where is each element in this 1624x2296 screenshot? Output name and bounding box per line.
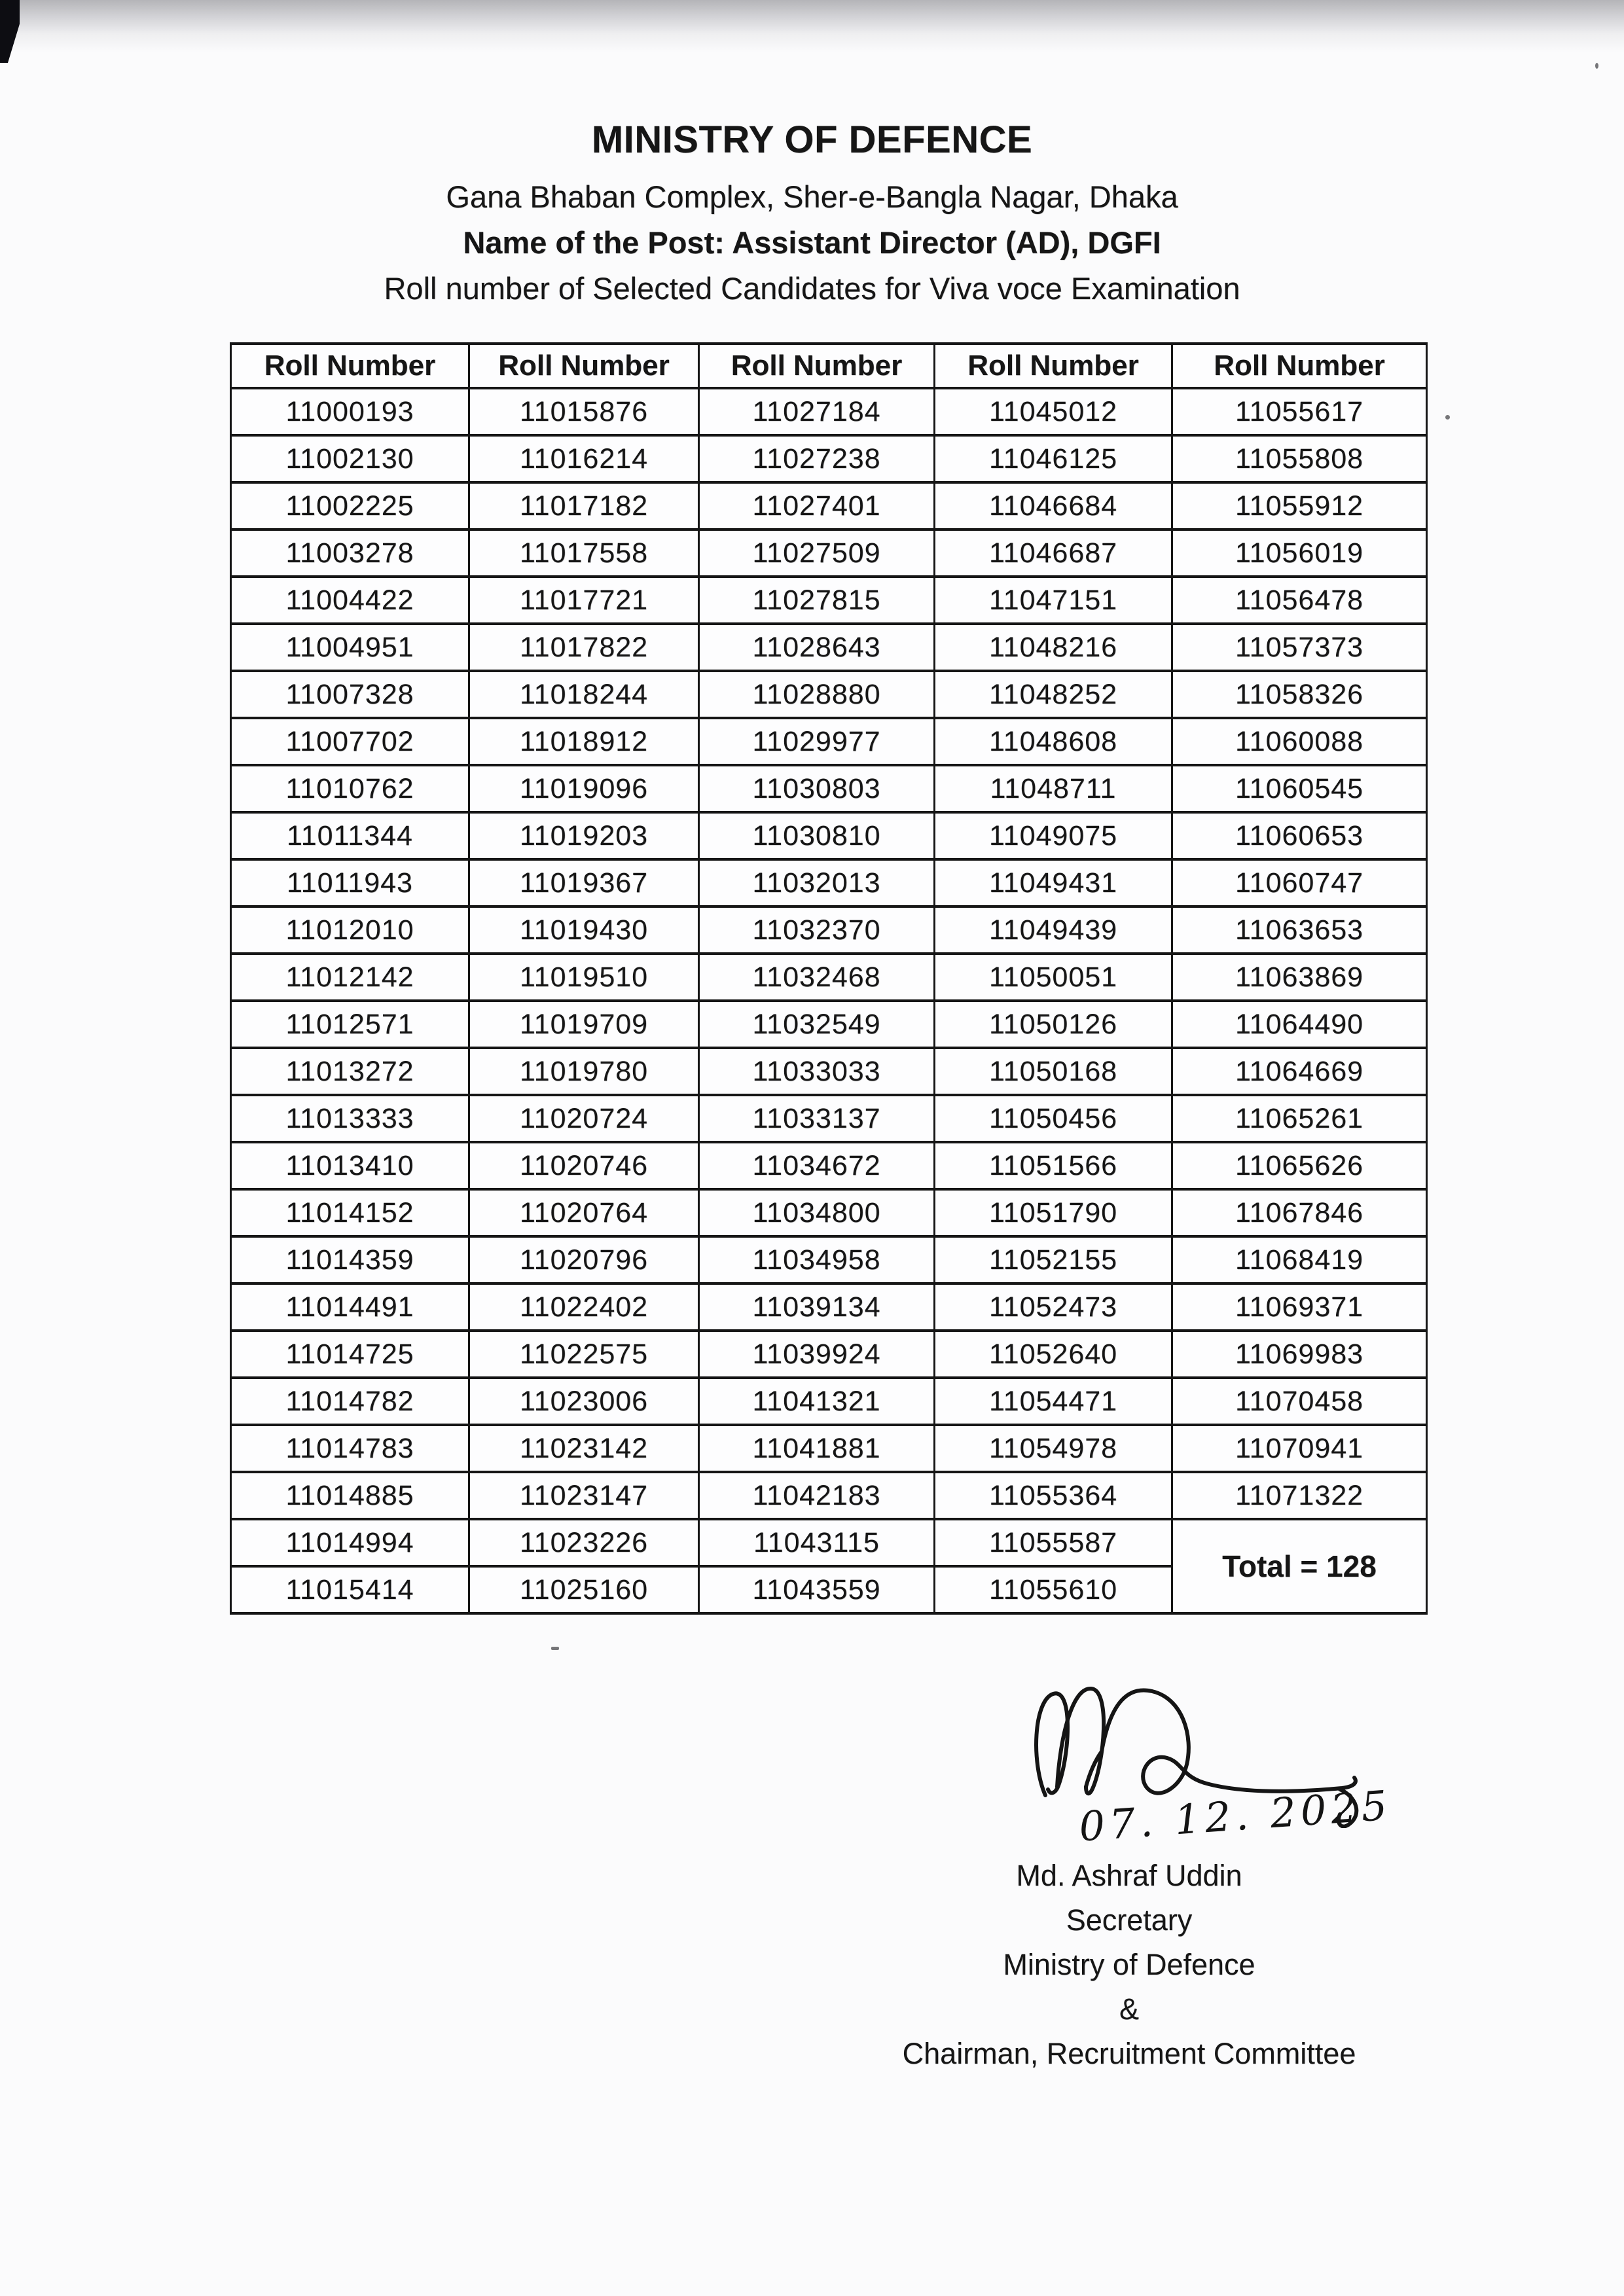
roll-cell: 11033033	[699, 1048, 935, 1095]
table-row	[231, 718, 1427, 765]
roll-cell: 11070941	[1172, 1425, 1427, 1472]
table-row	[231, 765, 1427, 812]
roll-cell: 11027238	[699, 435, 935, 482]
roll-cell: 11064669	[1172, 1048, 1427, 1095]
roll-cell: 11019367	[469, 859, 699, 906]
roll-cell: 11063653	[1172, 906, 1427, 954]
roll-cell: 11060653	[1172, 812, 1427, 859]
roll-cell: 11057373	[1172, 624, 1427, 671]
roll-cell: 11019709	[469, 1001, 699, 1048]
roll-cell: 11047151	[935, 577, 1172, 624]
roll-cell: 11055610	[935, 1566, 1172, 1613]
roll-cell: 11025160	[469, 1566, 699, 1613]
roll-cell: 11014491	[231, 1283, 469, 1331]
roll-cell: 11034958	[699, 1236, 935, 1283]
roll-cell: 11032468	[699, 954, 935, 1001]
table-row	[231, 1378, 1427, 1425]
roll-cell: 11055617	[1172, 388, 1427, 435]
table-row	[231, 1142, 1427, 1189]
roll-cell: 11023006	[469, 1378, 699, 1425]
roll-cell: 11048252	[935, 671, 1172, 718]
table-row	[231, 1095, 1427, 1142]
table-row	[231, 812, 1427, 859]
table-row	[231, 435, 1427, 482]
roll-cell: 11049431	[935, 859, 1172, 906]
column-header: Roll Number	[1172, 344, 1427, 388]
column-header: Roll Number	[699, 344, 935, 388]
roll-cell: 11002225	[231, 482, 469, 529]
post-name-line: Name of the Post: Assistant Director (AD), DGFI	[463, 225, 1161, 260]
roll-cell: 11069371	[1172, 1283, 1427, 1331]
roll-cell: 11055587	[935, 1519, 1172, 1566]
roll-cell: 11013410	[231, 1142, 469, 1189]
roll-cell: 11027401	[699, 482, 935, 529]
roll-cell: 11041881	[699, 1425, 935, 1472]
scan-speck	[551, 1647, 559, 1650]
roll-cell: 11014782	[231, 1378, 469, 1425]
roll-cell: 11051790	[935, 1189, 1172, 1236]
roll-cell: 11017182	[469, 482, 699, 529]
roll-cell: 11033137	[699, 1095, 935, 1142]
table-row	[231, 482, 1427, 529]
roll-cell: 11012142	[231, 954, 469, 1001]
roll-cell: 11034672	[699, 1142, 935, 1189]
roll-cell: 11013272	[231, 1048, 469, 1095]
roll-cell: 11043559	[699, 1566, 935, 1613]
roll-cell: 11041321	[699, 1378, 935, 1425]
roll-cell: 11018244	[469, 671, 699, 718]
roll-cell: 11027184	[699, 388, 935, 435]
roll-cell: 11023226	[469, 1519, 699, 1566]
roll-cell: 11043115	[699, 1519, 935, 1566]
roll-cell: 11017558	[469, 529, 699, 577]
scan-speck	[1595, 63, 1598, 69]
roll-cell: 11012010	[231, 906, 469, 954]
roll-cell: 11048216	[935, 624, 1172, 671]
total-cell: Total = 128	[1172, 1519, 1427, 1613]
roll-cell: 11015414	[231, 1566, 469, 1613]
roll-cell: 11015876	[469, 388, 699, 435]
roll-cell: 11046125	[935, 435, 1172, 482]
roll-cell: 11048608	[935, 718, 1172, 765]
roll-cell: 11032370	[699, 906, 935, 954]
roll-cell: 11067846	[1172, 1189, 1427, 1236]
roll-cell: 11023147	[469, 1472, 699, 1519]
column-header: Roll Number	[469, 344, 699, 388]
roll-cell: 11023142	[469, 1425, 699, 1472]
table-row	[231, 1331, 1427, 1378]
roll-cell: 11014725	[231, 1331, 469, 1378]
roll-cell: 11068419	[1172, 1236, 1427, 1283]
roll-cell: 11030803	[699, 765, 935, 812]
signer-name: Md. Ashraf Uddin	[1016, 1859, 1242, 1892]
roll-cell: 11056478	[1172, 577, 1427, 624]
scan-speck	[1445, 415, 1450, 420]
table-row	[231, 671, 1427, 718]
table-row	[231, 624, 1427, 671]
roll-cell: 11010762	[231, 765, 469, 812]
table-row	[231, 1048, 1427, 1095]
roll-cell: 11060747	[1172, 859, 1427, 906]
table-row	[231, 1425, 1427, 1472]
roll-cell: 11020724	[469, 1095, 699, 1142]
roll-cell: 11045012	[935, 388, 1172, 435]
roll-cell: 11065261	[1172, 1095, 1427, 1142]
signer-ampersand: &	[1119, 1992, 1139, 2026]
table-row	[231, 529, 1427, 577]
roll-cell: 11022402	[469, 1283, 699, 1331]
scan-edge-shadow	[0, 0, 1624, 52]
table-row	[231, 1472, 1427, 1519]
roll-cell: 11020746	[469, 1142, 699, 1189]
table-row	[231, 906, 1427, 954]
roll-cell: 11018912	[469, 718, 699, 765]
roll-cell: 11046687	[935, 529, 1172, 577]
roll-cell: 11054471	[935, 1378, 1172, 1425]
roll-cell: 11032549	[699, 1001, 935, 1048]
signer-org: Ministry of Defence	[1003, 1948, 1255, 1981]
roll-cell: 11055808	[1172, 435, 1427, 482]
column-header: Roll Number	[935, 344, 1172, 388]
roll-cell: 11030810	[699, 812, 935, 859]
roll-cell: 11069983	[1172, 1331, 1427, 1378]
signer-role-secretary: Secretary	[1066, 1903, 1193, 1937]
roll-cell: 11063869	[1172, 954, 1427, 1001]
roll-cell: 11049075	[935, 812, 1172, 859]
roll-cell: 11020764	[469, 1189, 699, 1236]
roll-cell: 11011344	[231, 812, 469, 859]
table-row	[231, 1283, 1427, 1331]
roll-cell: 11051566	[935, 1142, 1172, 1189]
ministry-title: MINISTRY OF DEFENCE	[591, 118, 1033, 161]
roll-cell: 11007702	[231, 718, 469, 765]
roll-cell: 11049439	[935, 906, 1172, 954]
roll-cell: 11011943	[231, 859, 469, 906]
roll-cell: 11039924	[699, 1331, 935, 1378]
roll-cell: 11050051	[935, 954, 1172, 1001]
roll-cell: 11060088	[1172, 718, 1427, 765]
table-row	[231, 1519, 1427, 1566]
roll-cell: 11039134	[699, 1283, 935, 1331]
roll-cell: 11050126	[935, 1001, 1172, 1048]
roll-cell: 11014885	[231, 1472, 469, 1519]
roll-table-body	[231, 388, 1427, 1613]
roll-cell: 11052473	[935, 1283, 1172, 1331]
roll-cell: 11019780	[469, 1048, 699, 1095]
roll-cell: 11016214	[469, 435, 699, 482]
roll-cell: 11004422	[231, 577, 469, 624]
roll-cell: 11054978	[935, 1425, 1172, 1472]
roll-cell: 11012571	[231, 1001, 469, 1048]
roll-cell: 11050168	[935, 1048, 1172, 1095]
roll-cell: 11055364	[935, 1472, 1172, 1519]
table-row	[231, 1001, 1427, 1048]
scan-corner-mark	[0, 0, 20, 63]
roll-cell: 11019430	[469, 906, 699, 954]
roll-cell: 11034800	[699, 1189, 935, 1236]
roll-cell: 11028880	[699, 671, 935, 718]
document-header	[0, 118, 1624, 316]
signature-date: 07. 12. 2025	[1077, 1781, 1394, 1851]
roll-cell: 11065626	[1172, 1142, 1427, 1189]
table-row	[231, 1236, 1427, 1283]
roll-cell: 11029977	[699, 718, 935, 765]
roll-cell: 11070458	[1172, 1378, 1427, 1425]
roll-cell: 11014152	[231, 1189, 469, 1236]
table-row	[231, 954, 1427, 1001]
roll-cell: 11014783	[231, 1425, 469, 1472]
roll-cell: 11014359	[231, 1236, 469, 1283]
roll-cell: 11064490	[1172, 1001, 1427, 1048]
table-row	[231, 859, 1427, 906]
roll-cell: 11017721	[469, 577, 699, 624]
column-header: Roll Number	[231, 344, 469, 388]
roll-cell: 11019203	[469, 812, 699, 859]
address-line: Gana Bhaban Complex, Sher-e-Bangla Nagar, Dhaka	[446, 179, 1178, 214]
roll-cell: 11027815	[699, 577, 935, 624]
roll-cell: 11013333	[231, 1095, 469, 1142]
roll-cell: 11048711	[935, 765, 1172, 812]
roll-number-table	[230, 342, 1428, 1615]
roll-cell: 11052640	[935, 1331, 1172, 1378]
roll-cell: 11017822	[469, 624, 699, 671]
roll-cell: 11055912	[1172, 482, 1427, 529]
roll-cell: 11056019	[1172, 529, 1427, 577]
roll-cell: 11060545	[1172, 765, 1427, 812]
roll-cell: 11042183	[699, 1472, 935, 1519]
roll-cell: 11000193	[231, 388, 469, 435]
roll-cell: 11050456	[935, 1095, 1172, 1142]
subtitle-line: Roll number of Selected Candidates for Viva voce Examination	[384, 271, 1240, 306]
roll-cell: 11004951	[231, 624, 469, 671]
roll-cell: 11046684	[935, 482, 1172, 529]
roll-cell: 11022575	[469, 1331, 699, 1378]
roll-cell: 11002130	[231, 435, 469, 482]
signer-role-chairman: Chairman, Recruitment Committee	[902, 2037, 1356, 2070]
roll-cell: 11003278	[231, 529, 469, 577]
roll-cell: 11014994	[231, 1519, 469, 1566]
roll-cell: 11071322	[1172, 1472, 1427, 1519]
table-row	[231, 388, 1427, 435]
roll-cell: 11028643	[699, 624, 935, 671]
roll-cell: 11032013	[699, 859, 935, 906]
roll-cell: 11019510	[469, 954, 699, 1001]
signer-block	[805, 1859, 1453, 2081]
table-row	[231, 577, 1427, 624]
table-row	[231, 1189, 1427, 1236]
roll-cell: 11052155	[935, 1236, 1172, 1283]
roll-cell: 11019096	[469, 765, 699, 812]
table-header-row	[231, 344, 1427, 388]
roll-cell: 11058326	[1172, 671, 1427, 718]
roll-cell: 11020796	[469, 1236, 699, 1283]
roll-cell: 11027509	[699, 529, 935, 577]
roll-cell: 11007328	[231, 671, 469, 718]
